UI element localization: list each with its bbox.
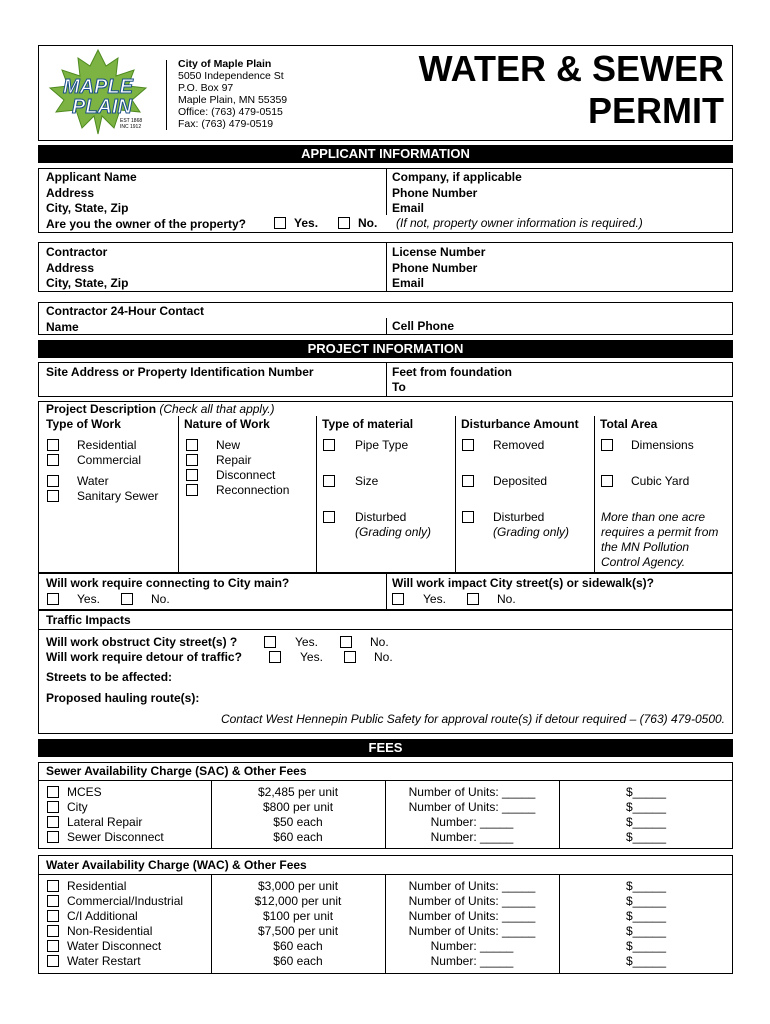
owner-yes-label: Yes.	[294, 216, 319, 230]
wac-row	[38, 954, 733, 969]
wac-units[interactable]: Number of Units: _____	[408, 924, 536, 938]
sac-label: City	[67, 800, 88, 814]
contact24-name-label: Name	[46, 319, 79, 334]
contact24-divider	[386, 318, 387, 335]
size-label: Size	[355, 474, 379, 488]
sac-row	[38, 785, 733, 800]
wac-label: Non-Residential	[67, 924, 153, 938]
col-divider-3	[455, 416, 456, 573]
wac-row	[38, 879, 733, 894]
wac-label: Water Disconnect	[67, 939, 162, 953]
connection-divider	[386, 573, 387, 610]
disturbance-disturbed-checkbox[interactable]	[462, 511, 474, 523]
sac-price: $2,485 per unit	[257, 785, 339, 799]
applicant-name-label: Applicant Name	[46, 170, 137, 184]
wac-price: $3,000 per unit	[257, 879, 339, 893]
applicant-email-label: Email	[392, 201, 425, 215]
obstruct-yes-label: Yes.	[295, 635, 318, 649]
sac-rows	[38, 785, 733, 845]
applicant-bar: APPLICANT INFORMATION	[38, 145, 733, 163]
description-label: Project Description	[46, 402, 157, 416]
description-heading	[46, 402, 275, 416]
disconnect-checkbox[interactable]	[186, 469, 198, 481]
title-line1: WATER & SEWER	[418, 48, 724, 89]
street-yes-label: Yes.	[423, 592, 446, 606]
wac-price: $60 each	[273, 954, 323, 968]
street-yes-checkbox[interactable]	[392, 593, 404, 605]
city-address-block	[178, 58, 287, 130]
wac-units[interactable]: Number: _____	[430, 954, 514, 968]
size-checkbox[interactable]	[323, 475, 335, 487]
address-line: 5050 Independence St	[178, 70, 284, 82]
wac-amount[interactable]: $_____	[625, 909, 667, 923]
cell-phone-label: Cell Phone	[392, 319, 455, 333]
owner-question: Are you the owner of the property?	[46, 216, 247, 231]
sac-units[interactable]: Number of Units: _____	[408, 785, 536, 799]
traffic-divider	[38, 629, 733, 630]
wac-amount[interactable]: $_____	[625, 879, 667, 893]
pipe-type-checkbox[interactable]	[323, 439, 335, 451]
sac-units[interactable]: Number of Units: _____	[408, 800, 536, 814]
wac-price: $12,000 per unit	[254, 894, 342, 908]
fees-bar: FEES	[38, 739, 733, 757]
wac-units[interactable]: Number of Units: _____	[408, 909, 536, 923]
wac-checkbox[interactable]	[47, 895, 59, 907]
streets-affected-label: Streets to be affected:	[46, 670, 173, 684]
dimensions-label: Dimensions	[631, 438, 694, 452]
wac-checkbox[interactable]	[47, 880, 59, 892]
material-header: Type of material	[322, 417, 414, 431]
sac-amount[interactable]: $_____	[625, 785, 667, 799]
removed-checkbox[interactable]	[462, 439, 474, 451]
deposited-label: Deposited	[493, 474, 548, 488]
sanitary-label: Sanitary Sewer	[77, 489, 159, 503]
city-name: City of Maple Plain	[178, 58, 272, 70]
new-checkbox[interactable]	[186, 439, 198, 451]
cubic-yard-label: Cubic Yard	[631, 474, 690, 488]
removed-label: Removed	[493, 438, 545, 452]
wac-checkbox[interactable]	[47, 910, 59, 922]
main-no-label: No.	[151, 592, 170, 606]
area-note-1: More than one acre	[601, 510, 706, 524]
disturbance-grading-note: (Grading only)	[493, 525, 570, 539]
to-label: To	[392, 380, 406, 394]
detour-yes-label: Yes.	[300, 650, 323, 664]
contact-note: Contact West Hennepin Public Safety for approval route(s) if detour required – (763) 479-0500.	[220, 712, 725, 726]
wac-amount[interactable]: $_____	[625, 954, 667, 968]
sac-row	[38, 800, 733, 815]
sac-units[interactable]: Number: _____	[430, 830, 514, 844]
area-note-3: the MN Pollution	[601, 540, 690, 554]
city-state-zip: Maple Plain, MN 55359	[178, 94, 288, 106]
sac-checkbox[interactable]	[47, 831, 59, 843]
material-disturbed-label: Disturbed	[355, 510, 407, 524]
total-area-header: Total Area	[600, 417, 658, 431]
disturbance-header: Disturbance Amount	[461, 417, 579, 431]
main-no-checkbox[interactable]	[121, 593, 133, 605]
reconnection-checkbox[interactable]	[186, 484, 198, 496]
applicant-address-label: Address	[46, 185, 95, 200]
repair-checkbox[interactable]	[186, 454, 198, 466]
wac-label: C/I Additional	[67, 909, 138, 923]
contact24-left	[46, 304, 204, 335]
wac-units[interactable]: Number: _____	[430, 939, 514, 953]
applicant-phone-label: Phone Number	[392, 185, 478, 200]
sac-amount[interactable]: $_____	[625, 830, 667, 844]
logo-text-maple: MAPLE	[63, 76, 133, 98]
owner-yes-checkbox[interactable]	[274, 217, 286, 229]
wac-title: Water Availability Charge (WAC) & Other Fees	[46, 858, 307, 872]
sac-amount[interactable]: $_____	[625, 800, 667, 814]
commercial-checkbox[interactable]	[47, 454, 59, 466]
obstruct-question: Will work obstruct City street(s) ?	[46, 635, 238, 649]
sac-price: $50 each	[273, 815, 323, 829]
detour-no-checkbox[interactable]	[344, 651, 356, 663]
applicant-right	[392, 170, 522, 217]
wac-amount[interactable]: $_____	[625, 939, 667, 953]
col-divider-4	[594, 416, 595, 573]
repair-label: Repair	[216, 453, 252, 467]
sac-title: Sewer Availability Charge (SAC) & Other Fees	[46, 764, 307, 778]
wac-checkbox[interactable]	[47, 955, 59, 967]
street-no-label: No.	[497, 592, 516, 606]
contractor-label: Contractor	[46, 245, 108, 259]
title-line2: PERMIT	[587, 90, 724, 131]
owner-no-checkbox[interactable]	[338, 217, 350, 229]
hauling-route-label: Proposed hauling route(s):	[46, 691, 200, 705]
water-checkbox[interactable]	[47, 475, 59, 487]
deposited-checkbox[interactable]	[462, 475, 474, 487]
residential-checkbox[interactable]	[47, 439, 59, 451]
contact24-label: Contractor 24-Hour Contact	[46, 304, 205, 318]
material-grading-note: (Grading only)	[355, 525, 432, 539]
wac-units[interactable]: Number of Units: _____	[408, 894, 536, 908]
logo-text-plain: PLAIN	[72, 96, 132, 118]
site-label: Site Address or Property Identification Number	[46, 365, 314, 379]
pipe-type-label: Pipe Type	[355, 438, 409, 452]
wac-amount[interactable]: $_____	[625, 894, 667, 908]
company-label: Company, if applicable	[392, 170, 522, 184]
detour-no-label: No.	[374, 650, 393, 664]
sanitary-checkbox[interactable]	[47, 490, 59, 502]
detour-yes-checkbox[interactable]	[269, 651, 281, 663]
po-box: P.O. Box 97	[178, 82, 234, 94]
main-yes-label: Yes.	[77, 592, 100, 606]
sac-label: Lateral Repair	[67, 815, 143, 829]
main-question: Will work require connecting to City main?	[46, 576, 290, 590]
wac-rows	[38, 879, 733, 969]
sac-checkbox[interactable]	[47, 801, 59, 813]
type-of-work-header: Type of Work	[46, 417, 121, 431]
main-yes-checkbox[interactable]	[47, 593, 59, 605]
sac-checkbox[interactable]	[47, 786, 59, 798]
obstruct-yes-checkbox[interactable]	[264, 636, 276, 648]
page-title	[419, 48, 724, 132]
header-divider	[166, 60, 167, 130]
wac-row	[38, 924, 733, 939]
wac-checkbox[interactable]	[47, 940, 59, 952]
wac-checkbox[interactable]	[47, 925, 59, 937]
sac-units[interactable]: Number: _____	[430, 815, 514, 829]
street-no-checkbox[interactable]	[467, 593, 479, 605]
dimensions-checkbox[interactable]	[601, 439, 613, 451]
sac-row	[38, 830, 733, 845]
contractor-divider	[386, 242, 387, 292]
applicant-divider	[386, 168, 387, 215]
contractor-right	[392, 245, 485, 292]
sac-label: Sewer Disconnect	[67, 830, 164, 844]
office-phone: Office: (763) 479-0515	[178, 106, 283, 118]
wac-price: $100 per unit	[262, 909, 334, 923]
reconnection-label: Reconnection	[216, 483, 290, 497]
street-question: Will work impact City street(s) or sidewalk(s)?	[392, 576, 654, 590]
wac-price: $7,500 per unit	[257, 924, 339, 938]
obstruct-no-label: No.	[370, 635, 389, 649]
sac-amount[interactable]: $_____	[625, 815, 667, 829]
wac-units[interactable]: Number of Units: _____	[408, 879, 536, 893]
applicant-left	[46, 170, 246, 232]
sac-price: $60 each	[273, 830, 323, 844]
sac-label: MCES	[67, 785, 102, 799]
applicant-csz-label: City, State, Zip	[46, 201, 129, 215]
wac-label: Water Restart	[67, 954, 141, 968]
traffic-title: Traffic Impacts	[46, 613, 131, 627]
project-bar: PROJECT INFORMATION	[38, 340, 733, 358]
fax-number: Fax: (763) 479-0519	[178, 118, 274, 130]
wac-amount[interactable]: $_____	[625, 924, 667, 938]
owner-note: (If not, property owner information is required.)	[396, 216, 643, 230]
commercial-label: Commercial	[77, 453, 142, 467]
water-label: Water	[77, 474, 109, 488]
wac-label: Residential	[67, 879, 127, 893]
cubic-yard-checkbox[interactable]	[601, 475, 613, 487]
site-divider	[386, 362, 387, 397]
wac-price: $60 each	[273, 939, 323, 953]
contractor-email-label: Email	[392, 276, 425, 290]
wac-row	[38, 939, 733, 954]
wac-row	[38, 909, 733, 924]
col-divider-2	[316, 416, 317, 573]
feet-label: Feet from foundation	[392, 365, 512, 379]
area-note-2: requires a permit from	[601, 525, 719, 539]
obstruct-no-checkbox[interactable]	[340, 636, 352, 648]
wac-row	[38, 894, 733, 909]
nature-of-work-header: Nature of Work	[184, 417, 270, 431]
area-note-4: Control Agency.	[601, 555, 686, 569]
contractor-csz-label: City, State, Zip	[46, 276, 129, 290]
material-disturbed-checkbox[interactable]	[323, 511, 335, 523]
residential-label: Residential	[77, 438, 137, 452]
owner-no-label: No.	[358, 216, 378, 230]
logo-est: EST 1868	[120, 118, 143, 124]
col-divider-1	[178, 416, 179, 573]
area-note	[601, 510, 718, 570]
sac-checkbox[interactable]	[47, 816, 59, 828]
detour-question: Will work require detour of traffic?	[46, 650, 242, 664]
new-label: New	[216, 438, 241, 452]
disconnect-label: Disconnect	[216, 468, 276, 482]
contractor-phone-label: Phone Number	[392, 260, 478, 275]
sac-row	[38, 815, 733, 830]
logo-inc: INC 1912	[120, 124, 142, 130]
license-label: License Number	[392, 245, 486, 259]
sac-price: $800 per unit	[262, 800, 334, 814]
contractor-address-label: Address	[46, 260, 95, 275]
contractor-left	[46, 245, 128, 292]
description-note: (Check all that apply.)	[159, 402, 275, 416]
disturbance-disturbed-label: Disturbed	[493, 510, 545, 524]
wac-label: Commercial/Industrial	[67, 894, 184, 908]
